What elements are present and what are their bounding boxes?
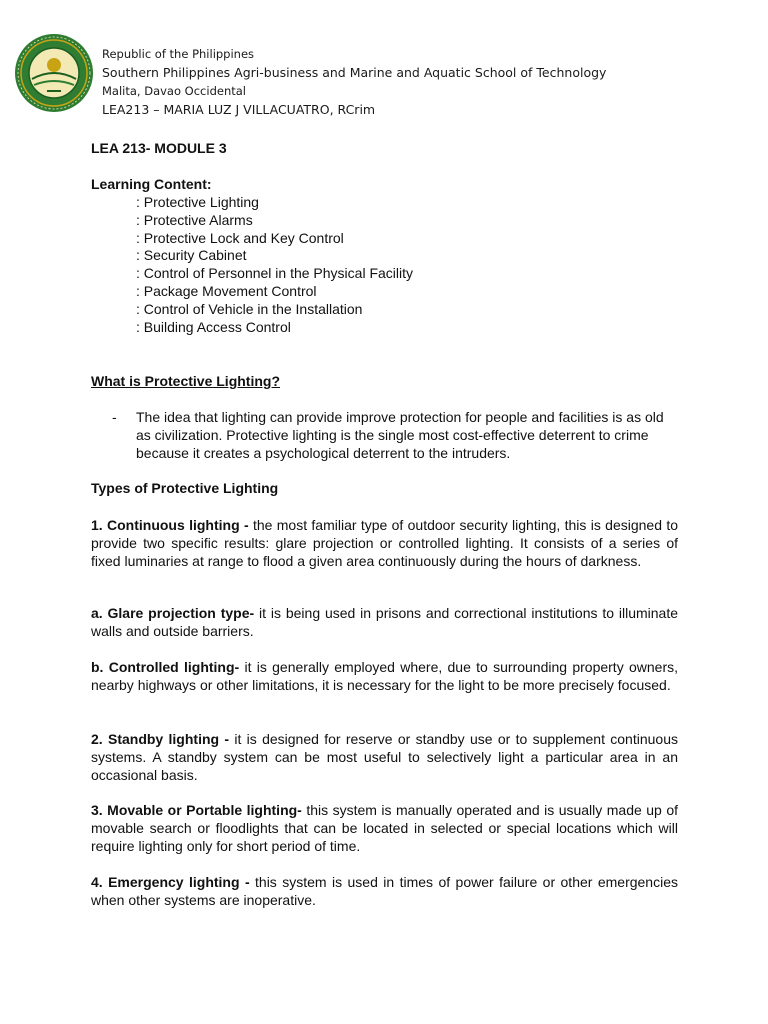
- desc-controlled-lighting: it is generally employed where, due to surrounding property owners, nearby highways or other limitations, it is necessary for the light to be more precisely focused.: [91, 659, 678, 693]
- desc-glare-projection: it is being used in prisons and correctional institutions to illuminate walls and outside barriers.: [91, 605, 679, 639]
- module-title: LEA 213- MODULE 3: [91, 140, 227, 156]
- definition-text: The idea that lighting can provide improve protection for people and facilities is as old as civilization. Protective lighting is the single most cost-effective deterrent to crime because it creates a psychological deterrent to the intruders.: [136, 409, 664, 461]
- list-item: : Control of Personnel in the Physical Facility: [136, 265, 414, 282]
- desc-movable-lighting: this system is manually operated and is usually made up of movable search or floodlights that can be located in selected or special locations which will require lighting only for short period of time.: [91, 802, 678, 854]
- term-movable-lighting: 3. Movable or Portable lighting-: [91, 802, 302, 818]
- paragraph-movable-lighting: [91, 801, 678, 855]
- term-continuous-lighting: 1. Continuous lighting -: [91, 517, 249, 533]
- term-controlled-lighting: b. Controlled lighting-: [91, 659, 240, 675]
- section-heading-types: Types of Protective Lighting: [91, 480, 279, 496]
- school-seal-icon: [14, 33, 94, 113]
- letterhead: [102, 45, 742, 119]
- letterhead-school-name: Southern Philippines Agri-business and Marine and Aquatic School of Technology: [102, 65, 607, 80]
- paragraph-controlled-lighting: [91, 658, 678, 694]
- list-item: : Security Cabinet: [136, 247, 247, 264]
- letterhead-country: Republic of the Philippines: [102, 47, 255, 61]
- list-item: : Control of Vehicle in the Installation: [136, 300, 363, 317]
- letterhead-course-instructor: LEA213 – MARIA LUZ J VILLACUATRO, RCrim: [102, 102, 376, 117]
- term-glare-projection: a. Glare projection type-: [91, 605, 255, 621]
- list-item: : Protective Alarms: [136, 211, 253, 228]
- term-standby-lighting: 2. Standby lighting -: [91, 731, 230, 747]
- paragraph-standby-lighting: [91, 730, 678, 784]
- list-item: : Protective Lock and Key Control: [136, 229, 344, 246]
- paragraph-continuous-lighting: [91, 516, 678, 570]
- paragraph-glare-projection: [91, 604, 678, 640]
- desc-standby-lighting: it is designed for reserve or standby use or to supplement continuous systems. A standby system can be most useful to selectively light a particular area in an occasional basis.: [91, 731, 678, 783]
- letterhead-location: Malita, Davao Occidental: [102, 84, 246, 98]
- paragraph-emergency-lighting: [91, 873, 678, 909]
- bullet-dash: -: [112, 409, 117, 425]
- list-item: : Building Access Control: [136, 318, 291, 335]
- learning-content-title: Learning Content:: [91, 176, 212, 192]
- desc-continuous-lighting: the most familiar type of outdoor security lighting, this is designed to provide two specific results: glare projection or controlled lighting. It consists of a series of fixed luminaries at range to flood a given area continuously during the hours of darkness.: [91, 517, 678, 569]
- list-item: : Protective Lighting: [136, 194, 259, 210]
- list-item: : Package Movement Control: [136, 282, 317, 299]
- section-heading-what-is: What is Protective Lighting?: [91, 373, 281, 389]
- desc-emergency-lighting: this system is used in times of power failure or other emergencies when other systems are inoperative.: [91, 874, 678, 908]
- learning-content-list: [136, 194, 413, 336]
- term-emergency-lighting: 4. Emergency lighting -: [91, 874, 250, 890]
